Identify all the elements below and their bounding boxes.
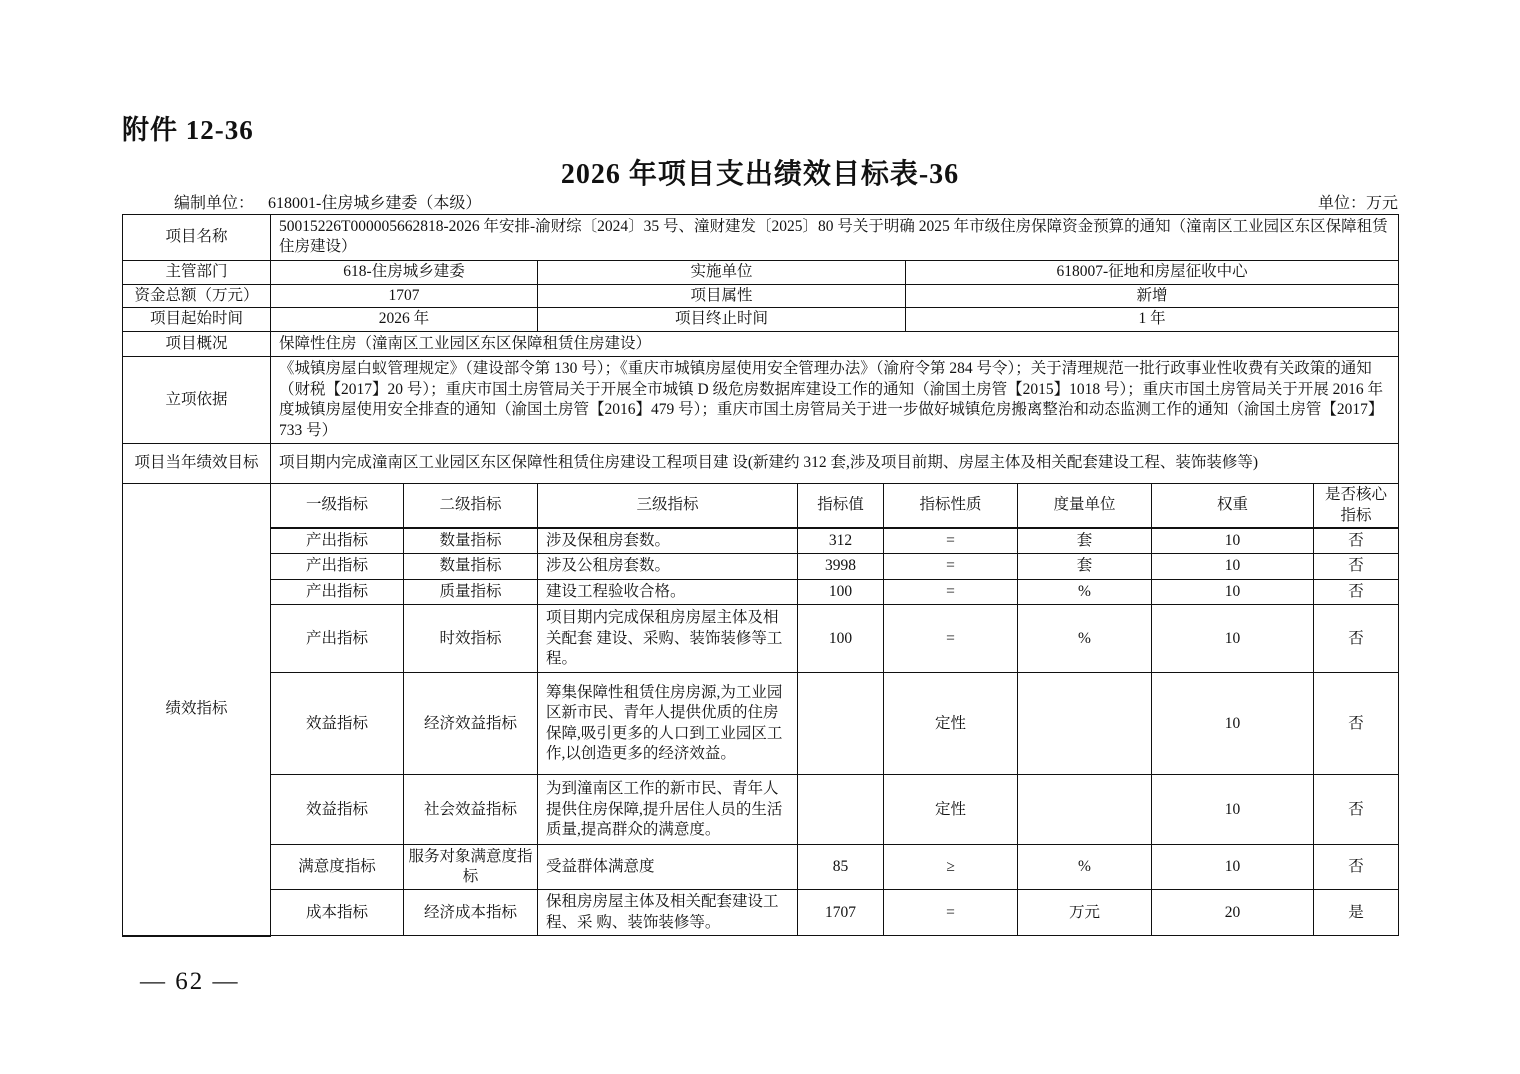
row-overview <box>123 331 1399 356</box>
attr-value: 新增 <box>906 284 1399 307</box>
indicator-unit: 套 <box>1018 528 1152 554</box>
indicator-weight: 10 <box>1152 579 1314 604</box>
indicator-core: 否 <box>1314 673 1399 775</box>
indicator-unit: 万元 <box>1018 890 1152 936</box>
project-name-value: 50015226T000005662818-2026 年安排-渝财综〔2024〕35 号、潼财建发〔2025〕80 号关于明确 2025 年市级住房保障资金预算的通知（潼南区工业园区东区保障租赁住房建设） <box>271 215 1399 261</box>
indicator-level3: 涉及保租房套数。 <box>538 528 798 554</box>
impl-label: 实施单位 <box>538 260 906 284</box>
indicator-value: 100 <box>798 605 884 673</box>
impl-value: 618007-征地和房屋征收中心 <box>906 260 1399 284</box>
indicator-unit <box>1018 673 1152 775</box>
indicator-nature: = <box>884 554 1018 579</box>
indicator-row <box>123 605 1399 673</box>
indicator-row <box>123 673 1399 775</box>
indicator-level1: 满意度指标 <box>271 845 404 890</box>
indicator-unit: % <box>1018 605 1152 673</box>
indicator-level2: 时效指标 <box>404 605 538 673</box>
indicator-level2: 质量指标 <box>404 579 538 604</box>
indicator-level3: 筹集保障性租赁住房房源,为工业园区新市民、青年人提供优质的住房保障,吸引更多的人口到工业园区工作,以创造更多的经济效益。 <box>538 673 798 775</box>
header-level1: 一级指标 <box>271 484 404 528</box>
indicator-weight: 10 <box>1152 775 1314 845</box>
indicator-header-row <box>123 484 1399 528</box>
start-label: 项目起始时间 <box>123 308 271 331</box>
indicator-nature: 定性 <box>884 775 1018 845</box>
indicator-core: 否 <box>1314 775 1399 845</box>
indicator-weight: 10 <box>1152 554 1314 579</box>
row-basis <box>123 357 1399 444</box>
indicator-level1: 产出指标 <box>271 554 404 579</box>
indicator-unit: % <box>1018 845 1152 890</box>
dept-label: 主管部门 <box>123 260 271 284</box>
header-weight: 权重 <box>1152 484 1314 528</box>
indicator-row <box>123 528 1399 554</box>
indicator-level1: 产出指标 <box>271 528 404 554</box>
basis-value: 《城镇房屋白蚁管理规定》（建设部令第 130 号）；《重庆市城镇房屋使用安全管理办法》（渝府令第 284 号令）；关于清理规范一批行政事业性收费有关政策的通知（财税【2017】20 号）；重庆市国土房管局关于开展全市城镇 D 级危房数据库建设工作的通知（渝国土房管【2015】1018 号）；重庆市国土房管局关于开展 2016 年度城镇房屋使用安全排查的通知（渝国土房管【2016】479 号）；重庆市国土房管局关于进一步做好城镇危房搬离整治和动态监测工作的通知（渝国土房管【2017】733 号） <box>271 357 1399 444</box>
indicator-level3: 保租房房屋主体及相关配套建设工程、采 购、装饰装修等。 <box>538 890 798 936</box>
indicator-row <box>123 890 1399 936</box>
indicator-unit: 套 <box>1018 554 1152 579</box>
indicator-core: 否 <box>1314 845 1399 890</box>
indicator-nature: 定性 <box>884 673 1018 775</box>
indicator-value <box>798 673 884 775</box>
indicator-row <box>123 554 1399 579</box>
header-unit: 度量单位 <box>1018 484 1152 528</box>
end-label: 项目终止时间 <box>538 308 906 331</box>
indicator-core: 否 <box>1314 554 1399 579</box>
indicator-level2: 服务对象满意度指标 <box>404 845 538 890</box>
meta-row <box>122 190 1398 213</box>
total-fund-value: 1707 <box>271 284 538 307</box>
indicator-core: 否 <box>1314 528 1399 554</box>
overview-value: 保障性住房（潼南区工业园区东区保障租赁住房建设） <box>271 331 1399 356</box>
indicator-weight: 20 <box>1152 890 1314 936</box>
indicator-row <box>123 845 1399 890</box>
attachment-label: 附件 12-36 <box>122 115 254 145</box>
header-level2: 二级指标 <box>404 484 538 528</box>
indicator-unit <box>1018 775 1152 845</box>
indicator-level2: 数量指标 <box>404 528 538 554</box>
indicator-level1: 产出指标 <box>271 579 404 604</box>
indicator-level3: 受益群体满意度 <box>538 845 798 890</box>
indicator-row <box>123 579 1399 604</box>
performance-target-table <box>122 214 1399 937</box>
row-project-name <box>123 215 1399 261</box>
row-dates <box>123 308 1399 331</box>
end-value: 1 年 <box>906 308 1399 331</box>
indicator-value: 100 <box>798 579 884 604</box>
indicator-value: 85 <box>798 845 884 890</box>
indicator-level3: 涉及公租房套数。 <box>538 554 798 579</box>
row-annual-goal <box>123 444 1399 484</box>
unit-note: 单位：万元 <box>1317 195 1398 212</box>
indicator-nature: ≥ <box>884 845 1018 890</box>
indicator-row <box>123 775 1399 845</box>
indicator-level1: 产出指标 <box>271 605 404 673</box>
start-value: 2026 年 <box>271 308 538 331</box>
indicator-level3: 为到潼南区工作的新市民、青年人提供住房保障,提升居住人员的生活质量,提高群众的满意度。 <box>538 775 798 845</box>
indicator-level1: 效益指标 <box>271 673 404 775</box>
header-level3: 三级指标 <box>538 484 798 528</box>
attr-label: 项目属性 <box>538 284 906 307</box>
indicator-nature: = <box>884 890 1018 936</box>
indicator-level2: 数量指标 <box>404 554 538 579</box>
indicator-value: 3998 <box>798 554 884 579</box>
header-core: 是否核心指标 <box>1314 484 1399 528</box>
indicator-unit: % <box>1018 579 1152 604</box>
indicator-core: 否 <box>1314 605 1399 673</box>
annual-goal-value: 项目期内完成潼南区工业园区东区保障性租赁住房建设工程项目建 设(新建约 312 套,涉及项目前期、房屋主体及相关配套建设工程、装饰装修等) <box>271 444 1399 484</box>
page-number: — 62 — <box>140 968 240 995</box>
indicator-level2: 经济成本指标 <box>404 890 538 936</box>
prepared-by-value: 618001-住房城乡建委（本级） <box>268 195 482 212</box>
row-fund <box>123 284 1399 307</box>
page-title: 2026 年项目支出绩效目标表-36 <box>560 159 960 190</box>
indicator-value: 1707 <box>798 890 884 936</box>
indicator-level3: 项目期内完成保租房房屋主体及相关配套 建设、采购、装饰装修等工程。 <box>538 605 798 673</box>
indicator-level2: 社会效益指标 <box>404 775 538 845</box>
indicator-value <box>798 775 884 845</box>
indicator-level2: 经济效益指标 <box>404 673 538 775</box>
indicator-level1: 成本指标 <box>271 890 404 936</box>
indicators-section-label: 绩效指标 <box>123 484 271 936</box>
basis-label: 立项依据 <box>123 357 271 444</box>
header-nature: 指标性质 <box>884 484 1018 528</box>
indicator-value: 312 <box>798 528 884 554</box>
annual-goal-label: 项目当年绩效目标 <box>123 444 271 484</box>
prepared-by <box>122 190 481 213</box>
header-value: 指标值 <box>798 484 884 528</box>
indicator-nature: = <box>884 605 1018 673</box>
dept-value: 618-住房城乡建委 <box>271 260 538 284</box>
row-dept <box>123 260 1399 284</box>
indicator-level1: 效益指标 <box>271 775 404 845</box>
prepared-by-label: 编制单位： <box>174 195 255 212</box>
overview-label: 项目概况 <box>123 331 271 356</box>
total-fund-label: 资金总额（万元） <box>123 284 271 307</box>
indicator-nature: = <box>884 528 1018 554</box>
indicator-weight: 10 <box>1152 528 1314 554</box>
indicator-core: 否 <box>1314 579 1399 604</box>
indicator-weight: 10 <box>1152 605 1314 673</box>
indicator-weight: 10 <box>1152 673 1314 775</box>
project-name-label: 项目名称 <box>123 215 271 261</box>
indicator-core: 是 <box>1314 890 1399 936</box>
indicator-weight: 10 <box>1152 845 1314 890</box>
indicator-nature: = <box>884 579 1018 604</box>
indicator-level3: 建设工程验收合格。 <box>538 579 798 604</box>
